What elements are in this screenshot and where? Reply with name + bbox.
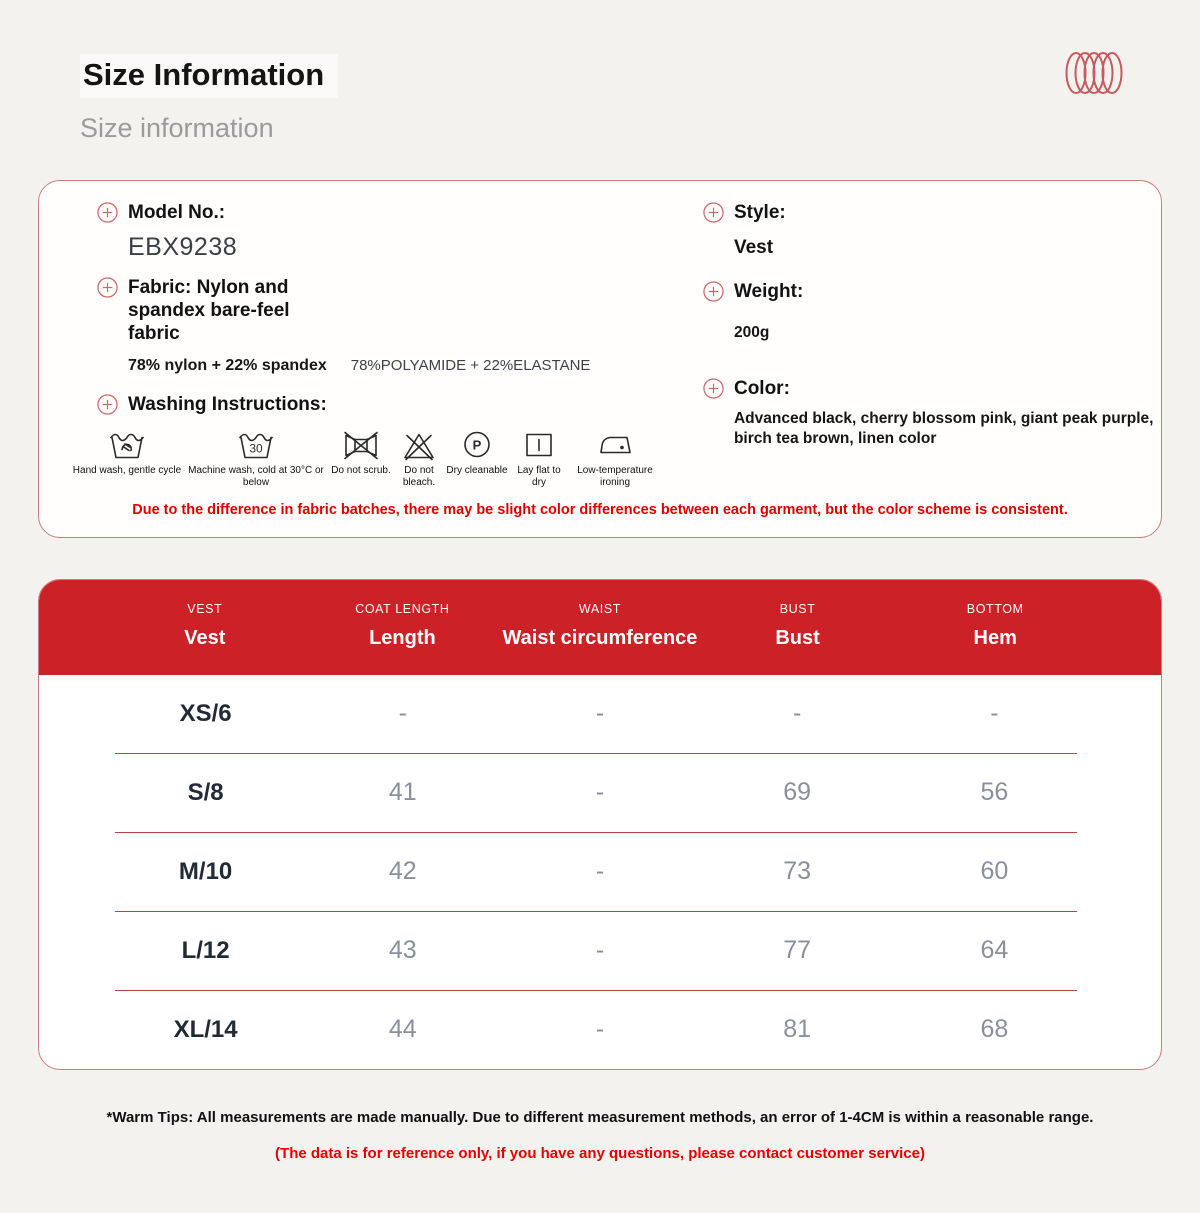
washing-row <box>97 393 701 416</box>
header-cell <box>106 602 304 650</box>
style-value: Vest <box>733 236 774 258</box>
page-header <box>0 0 1200 144</box>
wash-caption: Lay flat to dry <box>517 464 561 488</box>
page-subtitle: Size information <box>80 112 274 143</box>
header-label: Hem <box>973 626 1017 649</box>
washing-icons-row <box>71 429 701 489</box>
value-cell: 42 <box>388 857 417 886</box>
color-value: Advanced black, cherry blossom pink, giant peak purple, birch tea brown, linen color <box>733 410 1154 448</box>
weight-label: Weight: <box>733 280 804 302</box>
plus-circle-icon <box>703 202 724 223</box>
hand-wash-icon <box>108 429 146 462</box>
table-row <box>39 833 1161 911</box>
coil-spring-icon <box>1064 50 1124 96</box>
value-cell: - <box>595 1015 605 1044</box>
wash-item <box>445 429 509 477</box>
header-en: WAIST <box>578 601 622 616</box>
value-cell: 44 <box>388 1015 417 1044</box>
page-title: Size Information <box>80 54 338 98</box>
wash-caption: Dry cleanable <box>446 464 508 476</box>
value-cell: - <box>595 778 605 807</box>
value-cell: 69 <box>783 778 812 807</box>
header-en: VEST <box>187 601 223 616</box>
fabric-composition <box>128 357 701 375</box>
header-label: Length <box>369 626 436 649</box>
product-info-card <box>38 180 1162 538</box>
page-footer <box>0 1109 1200 1162</box>
svg-text:P: P <box>472 437 482 452</box>
value-cell: - <box>595 936 605 965</box>
header-label: Waist circumference <box>502 626 698 649</box>
wash-item <box>329 429 393 477</box>
header-label: Vest <box>184 626 226 649</box>
low-temp-iron-icon <box>596 429 634 462</box>
info-right-column <box>701 201 1161 489</box>
warm-tips-text: *Warm Tips: All measurements are made manually. Due to different measurement methods, an error of 1-4CM is within a reasonable range. <box>106 1108 1094 1126</box>
dry-clean-p-icon <box>461 429 493 462</box>
size-cell: M/10 <box>178 857 233 885</box>
style-row <box>703 201 1161 224</box>
wash-item <box>393 429 445 489</box>
value-cell: - <box>990 699 999 728</box>
header-cell <box>501 602 699 650</box>
header-label: Bust <box>775 626 820 649</box>
header-en: BOTTOM <box>966 601 1024 616</box>
size-cell: XL/14 <box>173 1015 238 1043</box>
plus-circle-icon <box>97 202 118 223</box>
plus-circle-icon <box>703 281 724 302</box>
model-no-row <box>97 201 701 224</box>
weight-row <box>703 280 1161 303</box>
model-no-value: EBX9238 <box>128 232 238 261</box>
wash-item <box>71 429 183 477</box>
composition-intl: 78%POLYAMIDE + 22%ELASTANE <box>350 357 591 375</box>
color-row <box>703 377 1161 400</box>
size-table-header <box>38 579 1162 675</box>
table-row <box>39 912 1161 990</box>
wash-item <box>509 429 569 489</box>
wash-caption: Machine wash, cold at 30°C or below <box>188 464 324 488</box>
value-cell: 56 <box>980 778 1009 807</box>
plus-circle-icon <box>97 394 118 415</box>
value-cell: - <box>793 699 802 728</box>
wash-item <box>569 429 661 489</box>
value-cell: 68 <box>980 1015 1009 1044</box>
size-cell: S/8 <box>187 778 224 806</box>
plus-circle-icon <box>703 378 724 399</box>
wash-caption: Hand wash, gentle cycle <box>72 464 182 476</box>
weight-value: 200g <box>733 323 770 341</box>
model-no-label: Model No.: <box>128 201 226 223</box>
composition-local: 78% nylon + 22% spandex <box>128 357 327 375</box>
plus-circle-icon <box>97 277 118 298</box>
header-cell <box>896 602 1094 650</box>
table-row <box>39 675 1161 753</box>
wash-caption: Do not bleach. <box>402 464 436 488</box>
value-cell: - <box>595 857 605 886</box>
size-cell: XS/6 <box>179 699 232 727</box>
size-table <box>38 579 1162 1070</box>
table-row <box>39 754 1161 832</box>
wash-item <box>183 429 329 489</box>
header-cell <box>304 602 502 650</box>
info-grid <box>39 201 1161 489</box>
lay-flat-dry-icon <box>522 429 556 462</box>
reference-note-text: (The data is for reference only, if you have any questions, please contact customer service) <box>275 1144 925 1162</box>
header-cell <box>699 602 897 650</box>
fabric-batch-disclaimer: Due to the difference in fabric batches, there may be slight color differences between each garment, but the color scheme is consistent. <box>132 501 1068 518</box>
svg-text:30: 30 <box>249 441 263 455</box>
table-row <box>39 991 1161 1069</box>
do-not-wring-icon <box>342 429 380 462</box>
value-cell: 73 <box>783 857 812 886</box>
fabric-row <box>97 276 701 346</box>
color-label: Color: <box>733 377 790 399</box>
value-cell: 81 <box>783 1015 812 1044</box>
wash-caption: Low-temperature ironing <box>577 464 653 488</box>
machine-wash-30-icon <box>237 429 275 462</box>
value-cell: - <box>398 699 407 728</box>
washing-label: Washing Instructions: <box>128 394 327 416</box>
fabric-label: Fabric: Nylon and spandex bare-feel fabric <box>128 276 290 345</box>
info-left-column <box>39 201 701 489</box>
do-not-bleach-icon <box>402 429 436 462</box>
value-cell: 77 <box>783 936 812 965</box>
value-cell: 43 <box>388 936 417 965</box>
header-en: COAT LENGTH <box>355 601 450 616</box>
size-cell: L/12 <box>181 936 230 964</box>
style-label: Style: <box>733 201 786 223</box>
header-en: BUST <box>779 601 816 616</box>
size-table-body <box>39 675 1161 1069</box>
value-cell: 41 <box>388 778 417 807</box>
value-cell: 60 <box>980 857 1009 886</box>
value-cell: 64 <box>980 936 1009 965</box>
wash-caption: Do not scrub. <box>331 464 391 476</box>
value-cell: - <box>595 699 605 728</box>
